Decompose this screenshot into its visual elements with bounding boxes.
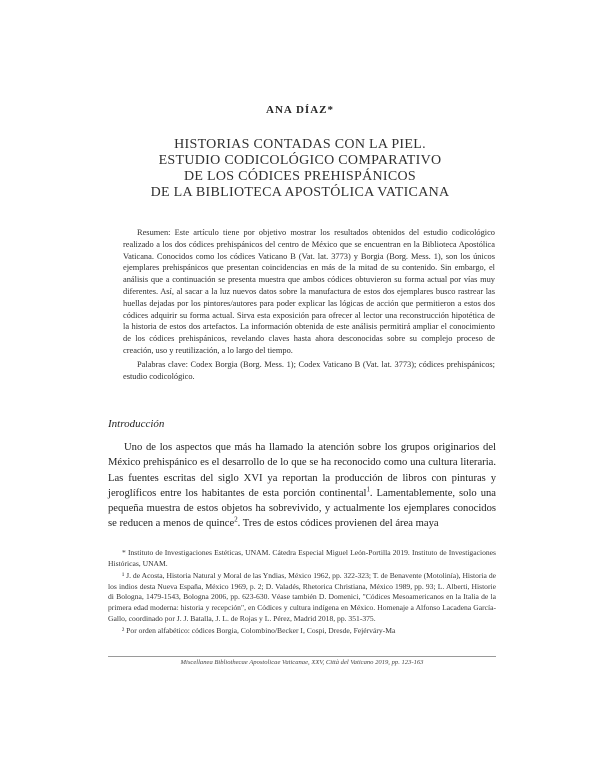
keywords-text: Codex Borgia (Borg. Mess. 1); Codex Vaticano B (Vat. lat. 3773); códices prehispánicos; estudio codicológico. — [123, 359, 495, 381]
author-name: ANA DÍAZ* — [266, 104, 334, 116]
body-text-part: . Tres de estos códices provienen del área maya — [237, 518, 439, 530]
title-line: HISTORIAS CONTADAS CON LA PIEL. — [174, 137, 426, 152]
body-text-part: . Lamentablemente, solo una pequeña muestra de estos objetos ha sobrevivido, y actualmente los ejemplares conocidos se reducen a menos de quince — [108, 487, 496, 530]
article-title — [0, 137, 600, 201]
footnote: * Instituto de Investigaciones Estéticas, UNAM. Cátedra Especial Miguel León-Portilla 2019. Instituto de Investigaciones Históricas, UNAM. — [108, 548, 496, 568]
abstract-text: Este artículo tiene por objetivo mostrar los resultados obtenidos del estudio codicológico realizado a los dos códices prehispánicos del centro de México que se encuentran en la Biblioteca Apostólica Vaticana. Conocidos como los códices Vaticano B (Vat. lat. 3773) y Borgia (Borg. Mess. 1), son los únicos ejemplares prehispánicos que presentan coincidencias en más de la mitad de su contenido. Sin embargo, el análisis que a continuación se presenta muestra que ambos códices obtuvieron su forma actual por vías muy diferentes. Así, al sacar a la luz nuevos datos sobre la manufactura de estos dos ejemplares busco rastrear las huellas dejadas por los pintores/autores para poder explicar las lógicas de acción que permitieron a estos dos códices adquirir su forma actual. Sirva esta exposición para ofrecer al lector una reconstrucción hipotética de la historia de estos dos artefactos. La información obtenida de este análisis permitirá ampliar el conocimiento de los códices prehispánicos, revelando claves hasta ahora desconocidas sobre su complejo proceso de creación, uso y reutilización, a lo largo del tiempo. — [123, 228, 495, 355]
title-line: DE LA BIBLIOTECA APOSTÓLICA VATICANA — [150, 185, 450, 200]
abstract — [123, 227, 495, 382]
title-line: DE LOS CÓDICES PREHISPÁNICOS — [183, 169, 417, 184]
body-text-part: Uno de los aspectos que más ha llamado la atención sobre los grupos originarios del México prehispánico es el desarrollo de lo que se ha reconocido como una cultura literaria. Las fuentes escritas del siglo XVI ya reportan la producción de libros con pinturas y jeroglíficos entre los habitantes de esta porción continental — [108, 442, 496, 499]
title-line: ESTUDIO CODICOLÓGICO COMPARATIVO — [158, 153, 442, 168]
body-paragraph — [108, 440, 496, 532]
footer-rule — [108, 656, 496, 657]
keywords-label: Palabras clave: — [137, 359, 188, 369]
footnote-ref: 1 — [366, 486, 370, 494]
section-heading: Introducción — [108, 418, 165, 430]
body-text — [108, 440, 496, 532]
footnote: ² Por orden alfabético: códices Borgia, Colombino/Becker I, Cospi, Dresde, Fejérváry-Ma — [122, 626, 396, 636]
keywords-paragraph — [123, 359, 495, 383]
abstract-label: Resumen: — [137, 228, 171, 237]
running-footer: Miscellanea Bibliothecae Apostolicae Vaticanae, XXV, Città del Vaticano 2019, pp. 123-163 — [180, 659, 424, 666]
abstract-paragraph — [123, 227, 495, 357]
footnotes — [108, 548, 496, 639]
footnote-ref: 2 — [234, 516, 238, 524]
footnote: ¹ J. de Acosta, Historia Natural y Moral de las Yndias, México 1962, pp. 322-323; T. de Benavente (Motolinía), Historia de los indios desta Nueva España, México 1969, p. 2; D. Valadés, Rhetorica Christiana, México 1989, pp. 93; L. Alberti, Historie di Bologna, 1479-1543, Bologna 2006, pp. 623-630. Véase también D. Domenici, "Códices Mesoamericanos en la Italia de la primera edad moderna: historia y recepción", en Códices y cultura indígena en México. Homenaje a Alfonso Lacadena García-Gallo, coordinado por J. J. Batalla, J. L. de Rojas y L. Pérez, Madrid 2018, pp. 351-375. — [108, 571, 496, 623]
